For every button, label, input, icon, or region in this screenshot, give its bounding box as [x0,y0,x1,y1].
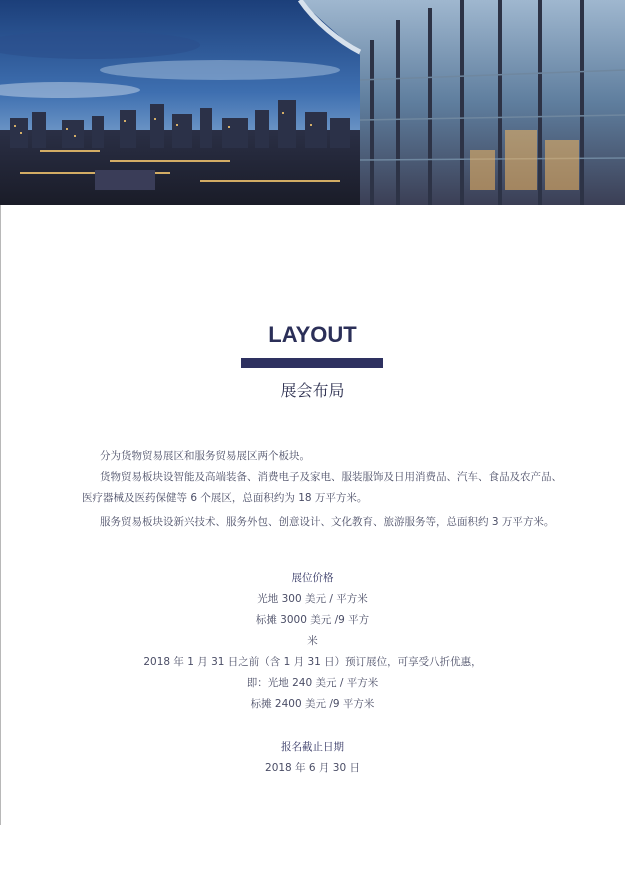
intro-line-4: 服务贸易板块设新兴技术、服务外包、创意设计、文化教育、旅游服务等，总面积约 3 万平方米。 [100,516,555,528]
pricing-raw-space: 光地 300 美元 / 平方米 [257,593,368,605]
deadline-heading: 报名截止日期 [281,741,344,753]
intro-line-3: 医疗器械及医药保健等 6 个展区，总面积约为 18 万平方米。 [82,492,368,504]
section-subtitle: 展会布局 [280,381,345,400]
pricing-standard-booth-wrap: 米 [307,635,318,647]
pricing-discount-booth: 标摊 2400 美元 /9 平方米 [250,698,375,710]
hero-city-photo [0,0,625,205]
pricing-heading: 展位价格 [291,572,334,584]
pricing-discount-raw: 即：光地 240 美元 / 平方米 [246,677,379,689]
title-underline-bar [241,358,383,368]
intro-line-2: 货物贸易板块设智能及高端装备、消费电子及家电、服装服饰及日用消费品、汽车、食品及农产品、 [100,471,562,483]
pricing-standard-booth: 标摊 3000 美元 /9 平方 [255,614,370,626]
deadline-date: 2018 年 6 月 30 日 [265,762,360,774]
intro-line-1: 分为货物贸易展区和服务贸易展区两个板块。 [100,450,310,462]
pricing-early-bird: 2018 年 1 月 31 日之前（含 1 月 31 日）预订展位，可享受八折优惠， [143,656,482,668]
section-title: LAYOUT [268,322,357,347]
page-edge-rule [0,205,1,825]
